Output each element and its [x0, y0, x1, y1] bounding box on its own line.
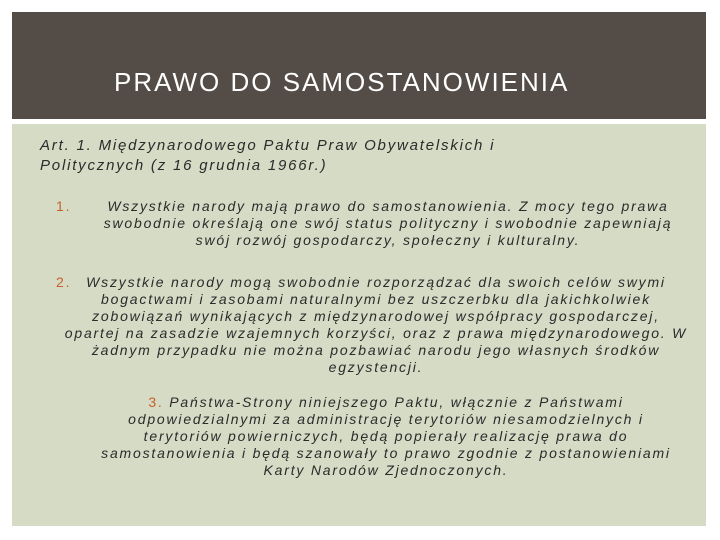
list-text-3-wrapper	[86, 394, 686, 479]
list-item-2	[48, 274, 688, 376]
list-text-1: Wszystkie narody mają prawo do samostanowienia. Z mocy tego prawa swobodnie określają one swój status polityczny i swobodnie zapewniają swój rozwój gospodarczy, społeczny i kulturalny.	[103, 198, 673, 248]
title-bar	[12, 12, 706, 119]
intro-line: Art. 1. Międzynarodowego Paktu Praw Obywatelskich i Politycznych (z 16 grudnia 1966r.)	[40, 137, 496, 174]
list-number-1: 1.	[56, 198, 72, 214]
list-number-2: 2.	[56, 274, 72, 290]
list-text-3: Państwa-Strony niniejszego Paktu, włącznie z Państwami odpowiedzialnymi za administrację terytoriów niesamodzielnych i terytoriów powierniczych, będą popierały realizację prawa do samostanowienia i będą szanowały to prawo zgodnie z postanowieniami Karty Narodów Zjednoczonych.	[101, 394, 671, 478]
list-item-1	[48, 198, 688, 249]
slide-title: PRAWO DO SAMOSTANOWIENIA	[114, 67, 570, 97]
list-text-2: Wszystkie narody mogą swobodnie rozporządzać dla swoich celów swymi bogactwami i zasobami naturalnymi bez uszczerbku dla jakichkolwiek zobowiązań wynikających z międzynarodowej współpracy gospodarczej, opartej na zasadzie wzajemnych korzyści, oraz z prawa międzynarodowego. W żadnym przypadku nie można pozbawiać narodu jego własnych środków egzystencji.	[64, 274, 688, 375]
list-item-3	[86, 394, 686, 479]
intro-text	[40, 136, 560, 176]
content-area	[12, 124, 706, 526]
list-number-3: 3.	[148, 394, 164, 410]
